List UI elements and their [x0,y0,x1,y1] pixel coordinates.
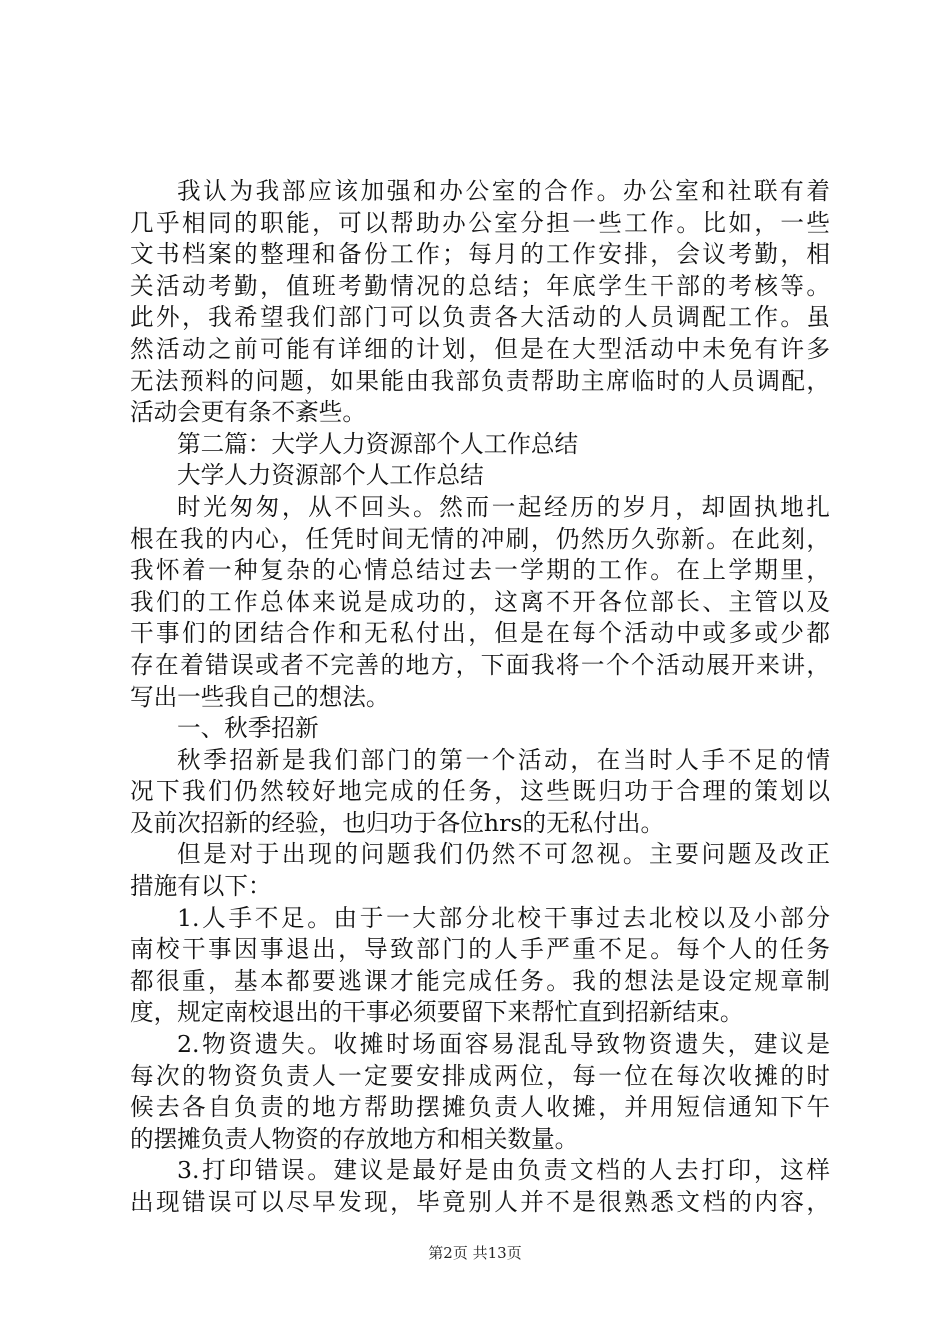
document-body [130,176,830,1219]
list-item-line: 南校干事因事退出，导致部门的人手严重不足。每个人的任务 [130,935,830,964]
paragraph-line: 时光匆匆，从不回头。然而一起经历的岁月，却固执地扎 [177,492,830,521]
paragraph-line: 我们的工作总体来说是成功的，这离不开各位部长、主管以及 [130,587,830,616]
list-item-line: 1.人手不足。由于一大部分北校干事过去北校以及小部分 [177,903,830,932]
paragraph-line: 秋季招新是我们部门的第一个活动，在当时人手不足的情 [177,745,830,774]
list-item-line: 候去各自负责的地方帮助摆摊负责人收摊，并用短信通知下午 [130,1093,830,1122]
paragraph-line: 我认为我部应该加强和办公室的合作。办公室和社联有着 [177,177,830,205]
subsection-heading: 一、秋季招新 [177,714,319,743]
paragraph-line: 写出一些我自己的想法。 [130,682,390,711]
page-number-footer: 第2页 共13页 [428,1244,522,1262]
paragraph-line: 干事们的团结合作和无私付出，但是在每个活动中或多或少都 [130,619,830,648]
paragraph-line: 此外，我希望我们部门可以负责各大活动的人员调配工作。虽 [130,303,830,332]
list-item-line: 出现错误可以尽早发现，毕竟别人并不是很熟悉文档的内容， [130,1188,830,1216]
list-item-line: 3.打印错误。建议是最好是由负责文档的人去打印，这样 [177,1156,830,1185]
section-heading: 第二篇：大学人力资源部个人工作总结 [177,429,579,458]
paragraph-line: 存在着错误或者不完善的地方，下面我将一个个活动展开来讲， [130,650,830,679]
paragraph-line: 关活动考勤，值班考勤情况的总结；年底学生干部的考核等。 [130,271,830,300]
list-item-line: 度，规定南校退出的干事必须要留下来帮忙直到招新结束。 [130,998,744,1027]
paragraph-line: 措施有以下： [130,872,272,901]
paragraph-line: 然活动之前可能有详细的计划，但是在大型活动中未免有许多 [130,334,830,363]
paragraph-line: 但是对于出现的问题我们仍然不可忽视。主要问题及改正 [177,840,830,869]
list-item-line: 每次的物资负责人一定要安排成两位，每一位在每次收摊的时 [130,1061,830,1090]
list-item-line: 2.物资遗失。收摊时场面容易混乱导致物资遗失，建议是 [177,1030,830,1059]
article-title: 大学人力资源部个人工作总结 [177,461,484,490]
paragraph-line: 及前次招新的经验，也归功于各位hrs的无私付出。 [130,808,665,837]
paragraph-line: 我怀着一种复杂的心情总结过去一学期的工作。在上学期里， [130,556,830,585]
paragraph-line: 根在我的内心，任凭时间无情的冲刷，仍然历久弥新。在此刻， [130,524,830,553]
list-item-line: 都很重，基本都要逃课才能完成任务。我的想法是设定规章制 [130,966,830,995]
paragraph-line: 活动会更有条不紊些。 [130,398,366,427]
paragraph-line: 无法预料的问题，如果能由我部负责帮助主席临时的人员调配， [130,366,830,395]
paragraph-line: 文书档案的整理和备份工作；每月的工作安排，会议考勤，相 [130,240,830,269]
paragraph-line: 况下我们仍然较好地完成的任务，这些既归功于合理的策划以 [130,777,830,806]
paragraph-line: 几乎相同的职能，可以帮助办公室分担一些工作。比如，一些 [130,208,830,237]
list-item-line: 的摆摊负责人物资的存放地方和相关数量。 [130,1124,579,1153]
